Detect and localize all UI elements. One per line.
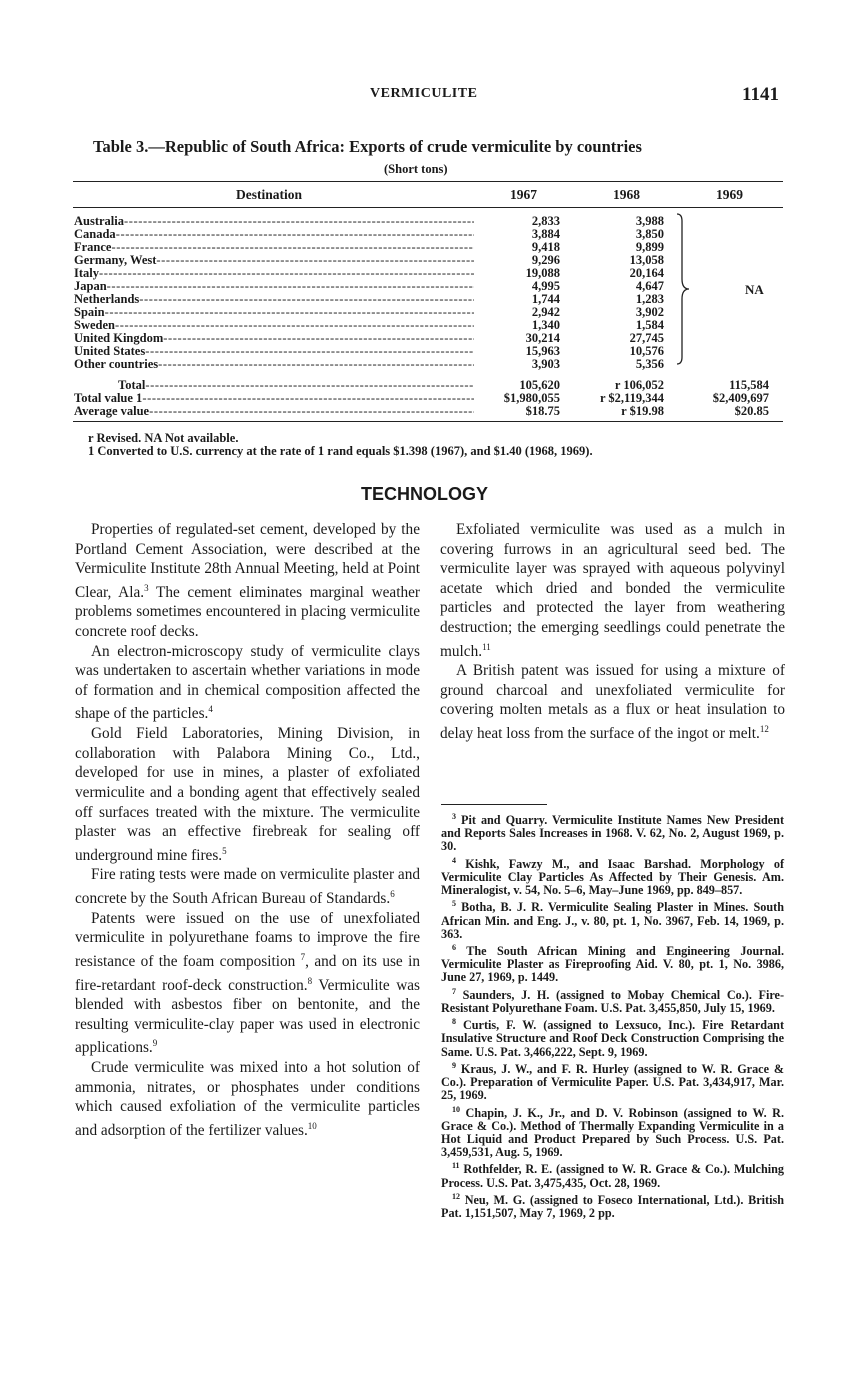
cell-1967: 9,418 bbox=[531, 240, 560, 254]
cell-1968: 3,988 bbox=[635, 214, 664, 228]
footnote: $^3$ Pit and Quarry. Vermiculite Institute Names New President and Reports Sales Increases in 1968. V. 62, No. 2, August 1969, p. 30. bbox=[441, 812, 784, 854]
cell-1967: 2,942 bbox=[531, 305, 560, 319]
cell-1968: 10,576 bbox=[629, 344, 664, 358]
paragraph: Gold Field Laboratories, Mining Division, in collaboration with Palabora Mining Co., Ltd., developed for use in mines, a plaster of exfoliated vermiculite and a bonding agent that effectively sealed off surfaces treated with the mixture. The vermiculite plaster was an effective firebreak for sealing off underground mine fires.$^5$ bbox=[75, 725, 420, 864]
cell-1967: 2,833 bbox=[531, 214, 560, 228]
footnote: $^5$ Botha, B. J. R. Vermiculite Sealing Plaster in Mines. South African Min. and Eng. J., v. 80, pt. 1, No. 3967, Feb. 14, 1969, p. 363. bbox=[441, 899, 784, 941]
cell-1967: 3,903 bbox=[531, 357, 560, 371]
paragraph: A British patent was issued for using a mixture of ground charcoal and unexfoliated vermiculite for covering molten metals as a flux or heat insulation to delay heat loss from the surface of the ingot or melt.$^{12}$ bbox=[440, 662, 785, 743]
row-destination: France ----- bbox=[74, 241, 474, 254]
footnote-rule bbox=[441, 804, 547, 805]
footnote: $^{12}$ Neu, M. G. (assigned to Foseco International, Ltd.). British Pat. 1,151,507, May 7, 1969, 2 pp. bbox=[441, 1191, 784, 1221]
footnote: $^4$ Kishk, Fawzy M., and Isaac Barshad. Morphology of Vermiculite Clay Particles As Affected by Their Genesis. Am. Mineralogist, v. 54, No. 5–6, May–June 1969, pp. 849–857. bbox=[441, 855, 785, 898]
column-header-1967: 1967 bbox=[510, 187, 537, 202]
cell-1967: 3,884 bbox=[531, 227, 560, 241]
row-destination: United States ----- bbox=[74, 345, 474, 358]
table-header-rule bbox=[73, 207, 783, 208]
footnote: $^6$ The South African Mining and Engineering Journal. Vermiculite Plaster as Fireproofing Aid. V. 80, pt. 1, No. 3986, June 27, 1969, p. 1449. bbox=[441, 943, 784, 985]
table-row bbox=[0, 280, 867, 293]
not-available-label: NA bbox=[745, 282, 764, 297]
left-column bbox=[75, 520, 420, 1141]
row-destination: Canada ----- bbox=[74, 228, 474, 241]
cell-1967: 105,620 bbox=[519, 378, 560, 392]
cell-1968: 27,745 bbox=[629, 331, 664, 345]
row-destination: Germany, West ----- bbox=[74, 254, 474, 267]
table-subtitle: (Short tons) bbox=[384, 162, 448, 176]
column-header-destination: Destination bbox=[236, 187, 303, 202]
section-heading: TECHNOLOGY bbox=[361, 484, 489, 504]
footnotes bbox=[441, 810, 784, 1220]
cell-1968: r 106,052 bbox=[614, 378, 664, 392]
table-note-revised: r Revised. NA Not available. bbox=[88, 431, 239, 445]
footnote: $^9$ Kraus, J. W., and F. R. Hurley (assigned to W. R. Grace & Co.). Preparation of Vermiculite Paper. U.S. Pat. 3,434,917, Mar. 25, 1969. bbox=[441, 1060, 785, 1103]
cell-1967: 4,995 bbox=[531, 279, 560, 293]
table-note-currency: 1 Converted to U.S. currency at the rate of 1 rand equals $1.398 (1967), and $1.40 (1968, 1969). bbox=[88, 444, 593, 458]
column-header-1968: 1968 bbox=[613, 187, 640, 202]
cell-1967: 1,340 bbox=[531, 318, 560, 332]
paragraph: Fire rating tests were made on vermiculite plaster and concrete by the South African Bureau of Standards.$^6$ bbox=[75, 866, 420, 908]
row-destination: Total ----- bbox=[118, 379, 474, 392]
footnote: $^{11}$ Rothfelder, R. E. (assigned to W. R. Grace & Co.). Mulching Process. U.S. Pat. 3,475,435, Oct. 28, 1969. bbox=[441, 1161, 784, 1190]
cell-1967: $1,980,055 bbox=[503, 391, 560, 405]
cell-1968: 9,899 bbox=[635, 240, 664, 254]
cell-1969: $2,409,697 bbox=[712, 391, 769, 405]
table-row bbox=[0, 306, 867, 319]
column-header-1969: 1969 bbox=[716, 187, 743, 202]
row-destination: Spain ----- bbox=[74, 306, 474, 319]
cell-1968: r $2,119,344 bbox=[599, 391, 664, 405]
cell-1968: 13,058 bbox=[629, 253, 664, 267]
table-row bbox=[0, 228, 867, 241]
table-row bbox=[0, 241, 867, 254]
cell-1968: 5,356 bbox=[635, 357, 664, 371]
page-number: 1141 bbox=[742, 84, 779, 105]
row-destination: United Kingdom ----- bbox=[74, 332, 474, 345]
cell-1968: 3,902 bbox=[635, 305, 664, 319]
table-row bbox=[0, 319, 867, 332]
table-top-rule bbox=[73, 181, 783, 182]
cell-1968: 3,850 bbox=[635, 227, 664, 241]
footnote: $^8$ Curtis, F. W. (assigned to Lexsuco, Inc.). Fire Retardant Insulative Structure and Roof Deck Construction Comprising the Same. U.S. Pat. 3,466,222, Sept. 9, 1969. bbox=[441, 1017, 784, 1059]
table-total-row bbox=[0, 405, 867, 418]
right-brace-icon bbox=[676, 213, 690, 365]
table-row bbox=[0, 267, 867, 280]
cell-1969: 115,584 bbox=[729, 378, 769, 392]
cell-1969: $20.85 bbox=[734, 404, 769, 418]
cell-1968: 1,584 bbox=[635, 318, 664, 332]
table-row bbox=[0, 358, 867, 371]
table-row bbox=[0, 345, 867, 358]
cell-1968: r $19.98 bbox=[621, 404, 664, 418]
cell-1967: 9,296 bbox=[531, 253, 560, 267]
footnote: $^{10}$ Chapin, J. K., Jr., and D. V. Robinson (assigned to W. R. Grace & Co.). Method of Thermally Expanding Vermiculite in a Hot Liquid and Product Prepared by Such Process. U.S. Pat. 3,459,531, Aug. 5, 1969. bbox=[441, 1104, 784, 1160]
table-row bbox=[0, 293, 867, 306]
table-row bbox=[0, 332, 867, 345]
cell-1968: 1,283 bbox=[635, 292, 664, 306]
cell-1968: 4,647 bbox=[635, 279, 664, 293]
row-destination: Sweden ----- bbox=[74, 319, 474, 332]
row-destination: Japan ----- bbox=[74, 280, 474, 293]
cell-1967: 19,088 bbox=[525, 266, 560, 280]
table-row bbox=[0, 215, 867, 228]
row-destination: Italy ----- bbox=[74, 267, 474, 280]
paragraph: Patents were issued on the use of unexfoliated vermiculite in polyurethane foams to improve the fire resistance of the foam composition $^7$, and on its use in fire-retardant roof-deck construction.$^8$ Vermiculite was blended with asbestos fiber on bentonite, and the resulting vermiculite-clay paper was used in electronic applications.$^9$ bbox=[75, 909, 420, 1057]
row-destination: Total value 1 ----- bbox=[74, 392, 474, 405]
row-destination: Other countries ----- bbox=[74, 358, 474, 371]
paragraph: An electron-microscopy study of vermiculite clays was undertaken to ascertain whether variations in mode of formation and in chemical composition affected the shape of the particles.$^4$ bbox=[75, 642, 420, 723]
right-column bbox=[440, 520, 785, 744]
paragraph: Properties of regulated-set cement, developed by the Portland Cement Association, were described at the Vermiculite Institute 28th Annual Meeting, held at Point Clear, Ala.$^3$ The cement eliminates marginal weather problems sometimes encountered in placing vermiculite concrete roof decks. bbox=[75, 521, 420, 641]
table-row bbox=[0, 254, 867, 267]
paragraph: Exfoliated vermiculite was used as a mulch in covering furrows in an agricultural seed bed. The vermiculite layer was sprayed with aqueous polyvinyl acetate which dried and bonded the vermiculite particles and protected the layer from weathering destruction; the emerging seedlings could penetrate the mulch.$^{11}$ bbox=[440, 521, 785, 660]
cell-1967: 1,744 bbox=[531, 292, 560, 306]
footnote: $^7$ Saunders, J. H. (assigned to Mobay Chemical Co.). Fire-Resistant Polyurethane Foam. U.S. Pat. 3,455,850, July 15, 1969. bbox=[441, 986, 784, 1015]
row-destination: Average value ----- bbox=[74, 405, 474, 418]
paragraph: Crude vermiculite was mixed into a hot solution of ammonia, nitrates, or phosphates under conditions which caused exfoliation of the vermiculite particles and adsorption of the fertilizer values.$^{10}$ bbox=[75, 1059, 420, 1139]
cell-1967: 15,963 bbox=[525, 344, 560, 358]
table-title: Table 3.—Republic of South Africa: Exports of crude vermiculite by countries bbox=[93, 137, 642, 156]
row-destination: Netherlands ----- bbox=[74, 293, 474, 306]
cell-1967: $18.75 bbox=[525, 404, 560, 418]
table-bottom-rule bbox=[73, 421, 783, 422]
cell-1967: 30,214 bbox=[525, 331, 560, 345]
cell-1968: 20,164 bbox=[629, 266, 664, 280]
row-destination: Australia ----- bbox=[74, 215, 474, 228]
running-title: VERMICULITE bbox=[370, 86, 478, 101]
